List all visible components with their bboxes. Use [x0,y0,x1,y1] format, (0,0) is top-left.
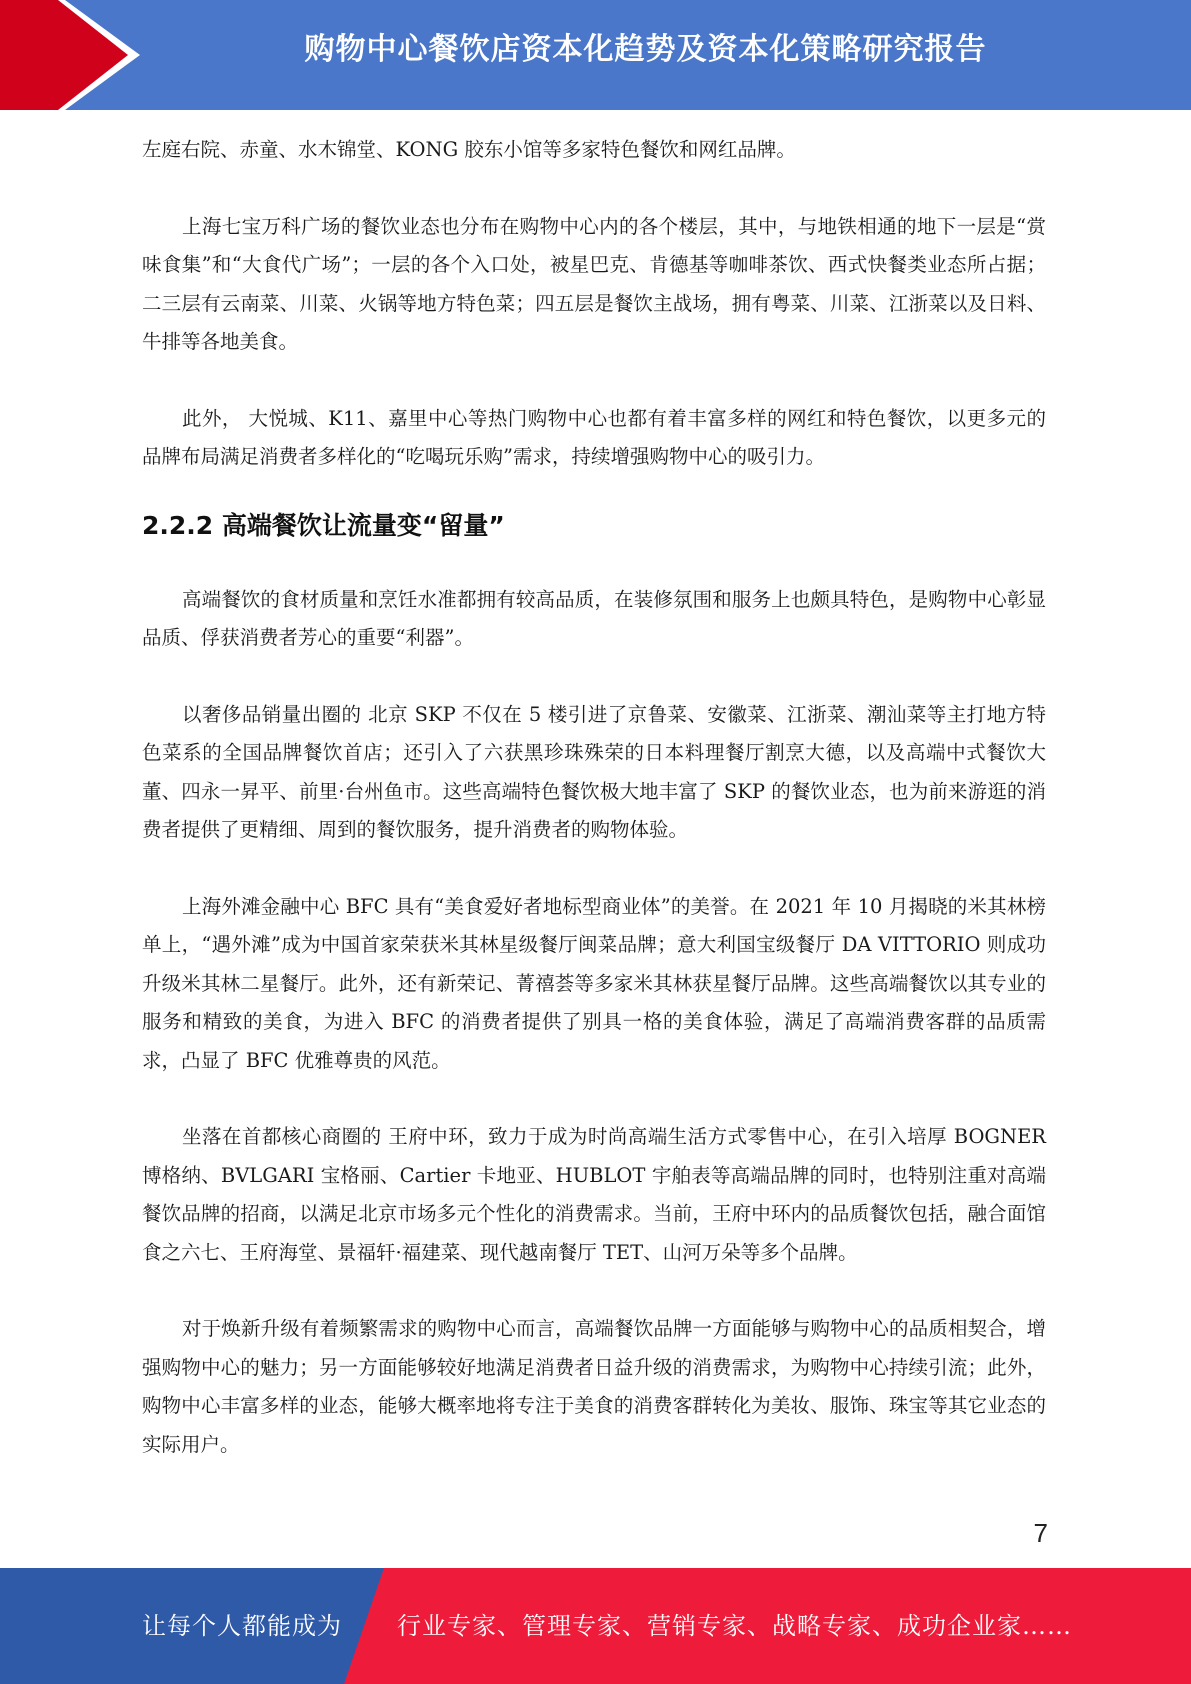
paragraph-shanghai-bfc: 上海外滩金融中心 BFC 具有“美食爱好者地标型商业体”的美誉。在 2021 年 10 月揭晓的米其林榜单上，“遇外滩”成为中国首家荣获米其林星级餐厅闽菜品牌；意大利国宝级餐厅 DA VITTORIO 则成功升级米其林二星餐厅。此外，还有新荣记、菁禧荟等多家米其林获星餐厅品牌。这些高端餐饮以其专业的服务和精致的美食，为进入 BFC 的消费者提供了别具一格的美食体验，满足了高端消费客群的品质需求，凸显了 BFC 优雅尊贵的风范。 [142,894,1046,1072]
page-number: 7 [1033,1518,1048,1548]
section-heading: 2.2.2 高端餐饮让流量变“留量” [142,510,505,540]
paragraph-high-end-intro: 高端餐饮的食材质量和烹饪水准都拥有较高品质，在装修氛围和服务上也颇具特色，是购物中心彰显品质、俘获消费者芳心的重要“利器”。 [142,587,1046,649]
footer-slogan-left: 让每个人都能成为 [142,1612,342,1640]
footer-slogan-right: 行业专家、管理专家、营销专家、战略专家、成功企业家…… [397,1612,1072,1640]
page-header [0,0,1191,110]
page-footer [0,1568,1191,1684]
report-title: 购物中心餐饮店资本化趋势及资本化策略研究报告 [304,32,987,67]
paragraph-beijing-skp: 以奢侈品销量出圈的 北京 SKP 不仅在 5 楼引进了京鲁菜、安徽菜、江浙菜、潮汕菜等主打地方特色菜系的全国品牌餐饮首店；还引入了六获黑珍珠殊荣的日本料理餐厅割烹大德，以及高端中式餐饮大董、四永一昇平、前里·台州鱼市。这些高端特色餐饮极大地丰富了 SKP 的餐饮业态，也为前来游逛的消费者提供了更精细、周到的餐饮服务，提升消费者的购物体验。 [142,702,1046,841]
paragraph-shanghai-qibao: 上海七宝万科广场的餐饮业态也分布在购物中心内的各个楼层，其中，与地铁相通的地下一层是“赏味食集”和“大食代广场”；一层的各个入口处，被星巴克、肯德基等咖啡茶饮、西式快餐类业态所占据；二三层有云南菜、川菜、火锅等地方特色菜；四五层是餐饮主战场，拥有粤菜、川菜、江浙菜以及日料、牛排等各地美食。 [142,214,1046,353]
chevron-decoration [0,0,160,110]
paragraph-conclusion: 对于焕新升级有着频繁需求的购物中心而言，高端餐饮品牌一方面能够与购物中心的品质相契合，增强购物中心的魅力；另一方面能够较好地满足消费者日益升级的消费需求，为购物中心持续引流；此外，购物中心丰富多样的业态，能够大概率地将专注于美食的消费客群转化为美妆、服饰、珠宝等其它业态的实际用户。 [142,1317,1046,1456]
paragraph-continuation: 左庭右院、赤童、水木锦堂、KONG 胶东小馆等多家特色餐饮和网红品牌。 [142,138,796,161]
paragraph-other-malls: 此外， 大悦城、K11、嘉里中心等热门购物中心也都有着丰富多样的网红和特色餐饮，以更多元的品牌布局满足消费者多样化的“吃喝玩乐购”需求，持续增强购物中心的吸引力。 [142,406,1046,468]
document-body [142,131,1046,1464]
paragraph-wangfu-central: 坐落在首都核心商圈的 王府中环，致力于成为时尚高端生活方式零售中心，在引入培厚 BOGNER 博格纳、BVLGARI 宝格丽、Cartier 卡地亚、HUBLOT 宇舶表等高端品牌的同时，也特别注重对高端餐饮品牌的招商，以满足北京市场多元个性化的消费需求。当前，王府中环内的品质餐饮包括，融合面馆食之六七、王府海堂、景福轩·福建菜、现代越南餐厅 TET、山河万朵等多个品牌。 [142,1125,1046,1264]
